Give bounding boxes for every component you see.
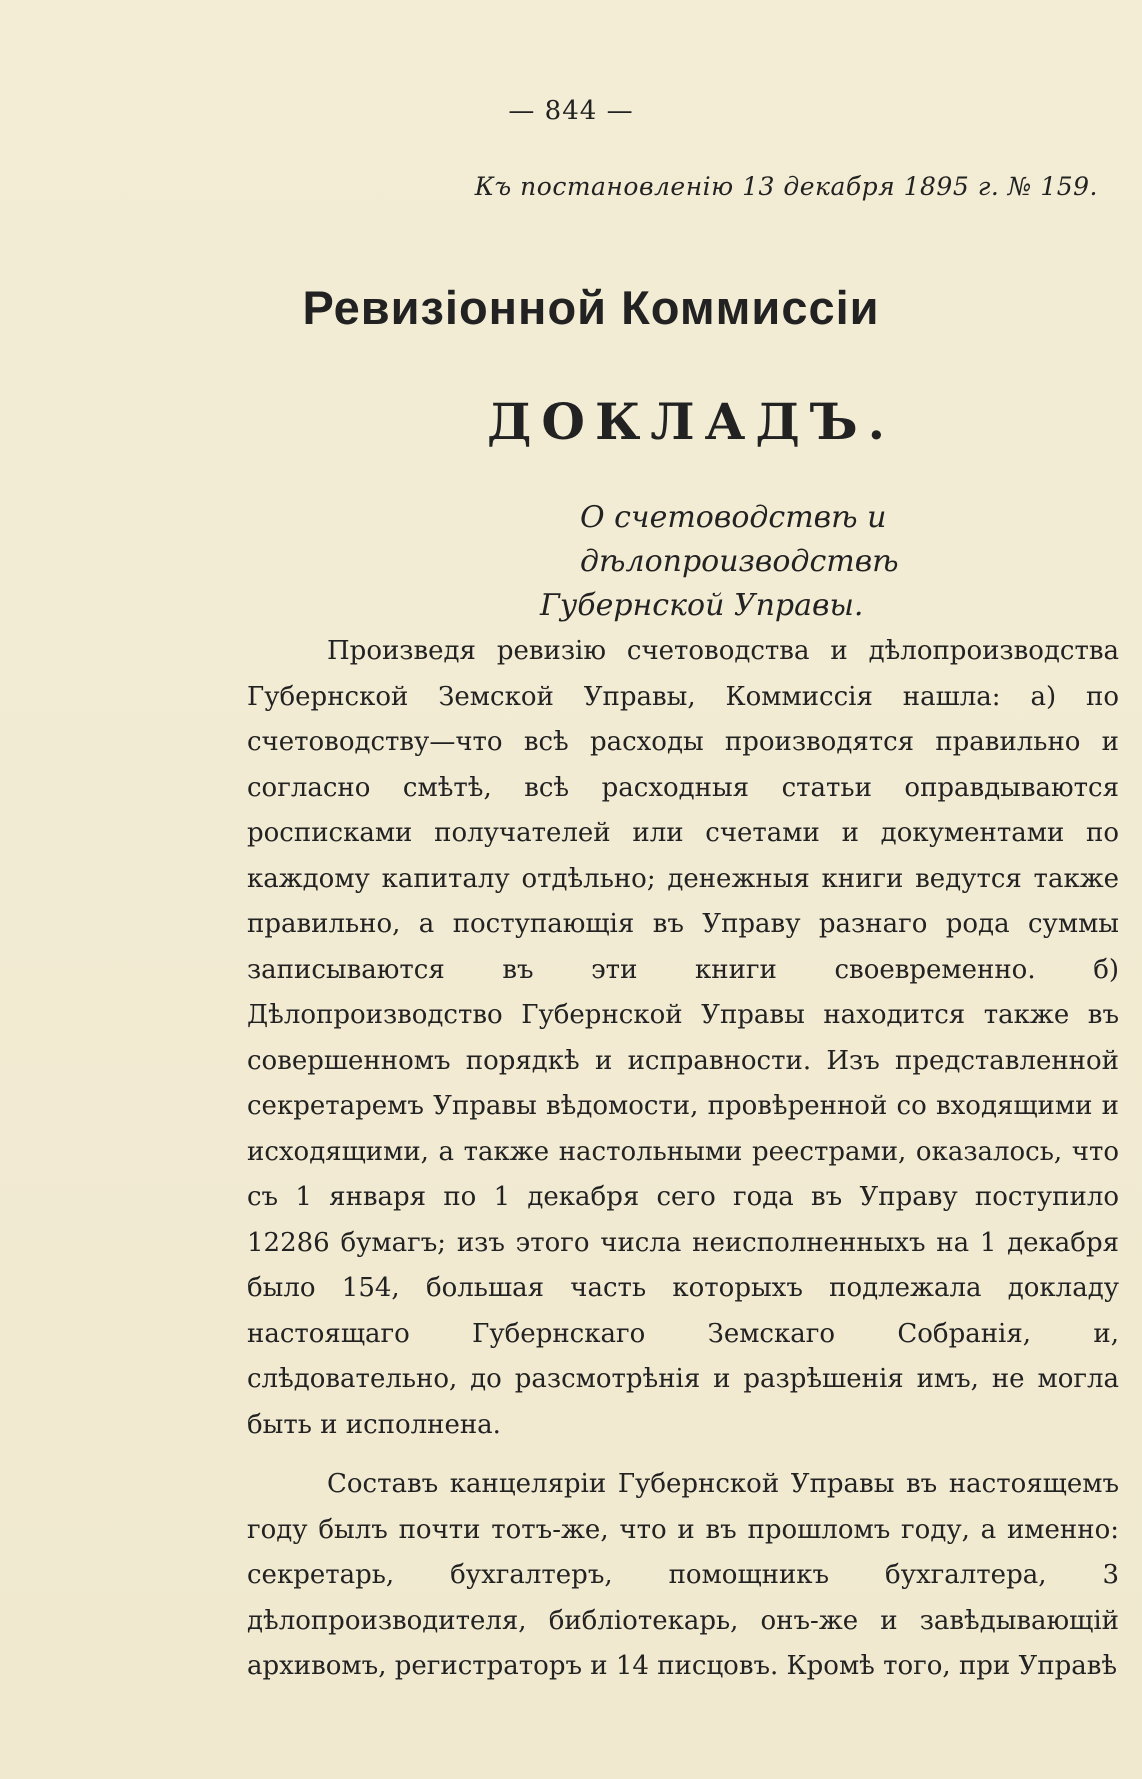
- subtitle-line-2: Губернской Управы.: [540, 588, 864, 623]
- commission-heading: Ревизіонной Коммиссіи: [302, 281, 880, 334]
- report-title: ДОКЛАДЪ.: [486, 392, 896, 451]
- resolution-reference: Къ постановленію 13 декабря 1895 г. № 159.: [474, 172, 1098, 201]
- paragraph-1: Произведя ревизію счетоводства и дѣлопроизводства Губернской Земской Управы, Коммиссія нашла: а) по счетоводству—что всѣ расходы производятся правильно и согласно смѣтѣ, всѣ расходныя статьи оправдываются росписками получателей или счетами и документами по каждому капиталу отдѣльно; денежныя книги ведутся также правильно, а поступающія въ Управу разнаго рода суммы записываются въ эти книги своевременно. б) Дѣлопроизводство Губернской Управы находится также въ совершенномъ порядкѣ и исправности. Изъ представленной секретаремъ Управы вѣдомости, провѣренной со входящими и исходящими, а также настольными реестрами, оказалось, что съ 1 января по 1 декабря сего года въ Управу поступило 12286 бумагъ; изъ этого числа неисполненныхъ на 1 декабря было 154, большая часть которыхъ подлежала докладу настоящаго Губернскаго Земскаго Собранія, и, слѣдовательно, до разсмотрѣнія и разрѣшенія имъ, не могла быть и исполнена.: [247, 636, 1119, 1440]
- report-body: [247, 629, 1119, 1690]
- report-subtitle: [540, 496, 1100, 628]
- paragraph-2: Составъ канцеляріи Губернской Управы въ настоящемъ году былъ почти тотъ-же, что и въ прошломъ году, а именно: секретарь, бухгалтеръ, помощникъ бухгалтера, 3 дѣлопроизводителя, библіотекарь, онъ-же и завѣдывающій архивомъ, регистраторъ и 14 писцовъ. Кромѣ того, при Управѣ: [247, 1469, 1119, 1681]
- page-number: — 844 —: [508, 96, 634, 126]
- subtitle-line-1: О счетоводствѣ и дѣлопроизводствѣ: [580, 500, 899, 579]
